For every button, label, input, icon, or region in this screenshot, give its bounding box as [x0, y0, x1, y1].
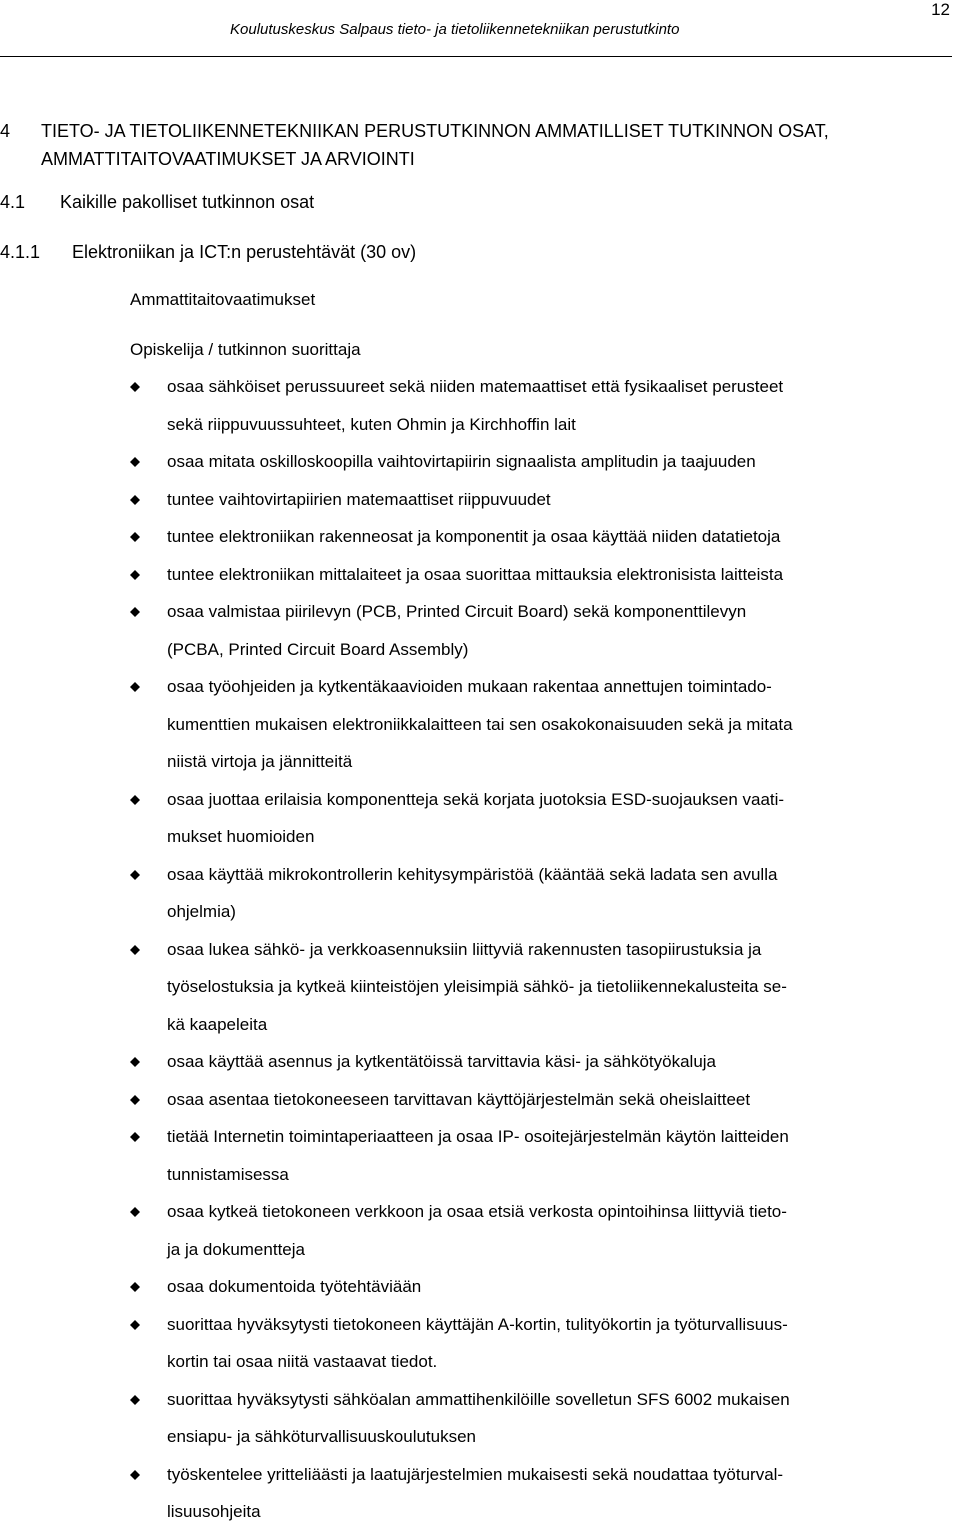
diamond-bullet-icon	[130, 1470, 140, 1480]
list-item	[130, 593, 960, 668]
intro-text: Opiskelija / tutkinnon suorittaja	[130, 340, 361, 359]
diamond-bullet-icon	[130, 1282, 140, 1292]
subsubsection-heading	[0, 238, 417, 266]
header-rule	[0, 56, 952, 57]
section-title: TIETO- JA TIETOLIIKENNETEKNIIKAN PERUSTUTKINNON AMMATILLISET TUTKINNON OSAT, AMMATTITAITOVAATIMUKSET JA ARVIOINTI	[41, 121, 829, 169]
list-item	[130, 1456, 960, 1531]
requirements-list	[130, 368, 960, 1531]
list-item-text: tuntee elektroniikan rakenneosat ja komponentit ja osaa käyttää niiden datatietoja	[167, 527, 781, 546]
subsection-number: 4.1	[0, 192, 26, 212]
list-item	[130, 443, 960, 481]
list-item-text: osaa sähköiset perussuureet sekä niiden matemaattiset että fysikaaliset perusteet sekä riippuvuussuhteet, kuten Ohmin ja Kirchhoffin lait	[167, 377, 784, 434]
list-item-text: osaa käyttää asennus ja kytkentätöissä tarvittavia käsi- ja sähkötyökaluja	[167, 1052, 717, 1071]
list-item-text: osaa työohjeiden ja kytkentäkaavioiden mukaan rakentaa annettujen toimintado- kumenttien mukaisen elektroniikkalaitteen tai sen osakokonaisuuden sekä ja mitata niistä virtoja ja jännitteitä	[167, 677, 793, 771]
list-item	[130, 518, 960, 556]
subsubsection-number: 4.1.1	[0, 242, 41, 262]
list-item-text: osaa kytkeä tietokoneen verkkoon ja osaa etsiä verkosta opintoihinsa liittyviä tieto- ja ja dokumentteja	[167, 1202, 787, 1259]
list-item-text: työskentelee yritteliäästi ja laatujärjestelmien mukaisesti sekä noudattaa työturval- lisuusohjeita	[167, 1464, 784, 1521]
list-item-text: osaa valmistaa piirilevyn (PCB, Printed Circuit Board) sekä komponenttilevyn (PCBA, Printed Circuit Board Assembly)	[167, 602, 747, 659]
subsection-heading	[0, 188, 315, 216]
list-item	[130, 1118, 960, 1193]
diamond-bullet-icon	[130, 1207, 140, 1217]
diamond-bullet-icon	[130, 495, 140, 505]
list-item	[130, 1081, 960, 1119]
page-number: 12	[931, 0, 950, 19]
diamond-bullet-icon	[130, 1320, 140, 1330]
diamond-bullet-icon	[130, 1095, 140, 1105]
diamond-bullet-icon	[130, 682, 140, 692]
list-item	[130, 1381, 960, 1456]
list-item-text: osaa käyttää mikrokontrollerin kehitysympäristöä (kääntää sekä ladata sen avulla ohjelmia)	[167, 864, 778, 921]
list-item	[130, 668, 960, 781]
list-item	[130, 856, 960, 931]
list-item	[130, 1193, 960, 1268]
subheading: Ammattitaitovaatimukset	[130, 290, 316, 309]
diamond-bullet-icon	[130, 1132, 140, 1142]
list-item	[130, 1043, 960, 1081]
running-header: Koulutuskeskus Salpaus tieto- ja tietoliikennetekniikan perustutkinto	[230, 21, 680, 38]
diamond-bullet-icon	[130, 570, 140, 580]
list-item	[130, 481, 960, 519]
diamond-bullet-icon	[130, 457, 140, 467]
list-item-text: osaa asentaa tietokoneeseen tarvittavan käyttöjärjestelmän sekä oheislaitteet	[167, 1089, 751, 1109]
list-item	[130, 931, 960, 1044]
diamond-bullet-icon	[130, 607, 140, 617]
list-item-text: suorittaa hyväksytysti tietokoneen käyttäjän A-kortin, tulityökortin ja työturvallisuus- kortin tai osaa niitä vastaavat tiedot.	[167, 1314, 788, 1371]
section-number: 4	[0, 121, 11, 141]
diamond-bullet-icon	[130, 795, 140, 805]
list-item	[130, 556, 960, 594]
diamond-bullet-icon	[130, 1057, 140, 1067]
diamond-bullet-icon	[130, 532, 140, 542]
list-item	[130, 781, 960, 856]
diamond-bullet-icon	[130, 870, 140, 880]
list-item-text: osaa dokumentoida työtehtäviään	[167, 1277, 422, 1296]
list-item	[130, 368, 960, 443]
list-item-text: osaa juottaa erilaisia komponentteja sekä korjata juotoksia ESD-suojauksen vaati- mukset huomioiden	[167, 789, 785, 846]
diamond-bullet-icon	[130, 382, 140, 392]
list-item	[130, 1268, 960, 1306]
diamond-bullet-icon	[130, 945, 140, 955]
diamond-bullet-icon	[130, 1395, 140, 1405]
list-item-text: tuntee vaihtovirtapiirien matemaattiset riippuvuudet	[167, 489, 551, 509]
list-item-text: suorittaa hyväksytysti sähköalan ammattihenkilöille sovelletun SFS 6002 mukaisen ensiapu- ja sähköturvallisuuskoulutuksen	[167, 1389, 790, 1446]
subsubsection-title: Elektroniikan ja ICT:n perustehtävät (30 ov)	[72, 242, 417, 262]
subsection-title: Kaikille pakolliset tutkinnon osat	[60, 192, 315, 212]
list-item	[130, 1306, 960, 1381]
list-item-text: tuntee elektroniikan mittalaiteet ja osaa suorittaa mittauksia elektronisista laitteista	[167, 564, 784, 584]
list-item-text: osaa lukea sähkö- ja verkkoasennuksiin liittyviä rakennusten tasopiirustuksia ja työselostuksia ja kytkeä kiinteistöjen yleisimpiä sähkö- ja tietoliikennekalusteita se- kä kaapeleita	[167, 939, 787, 1034]
list-item-text: osaa mitata oskilloskoopilla vaihtovirtapiirin signaalista amplitudin ja taajuuden	[167, 452, 756, 471]
list-item-text: tietää Internetin toimintaperiaatteen ja osaa IP- osoitejärjestelmän käytön laitteiden tunnistamisessa	[167, 1127, 789, 1184]
